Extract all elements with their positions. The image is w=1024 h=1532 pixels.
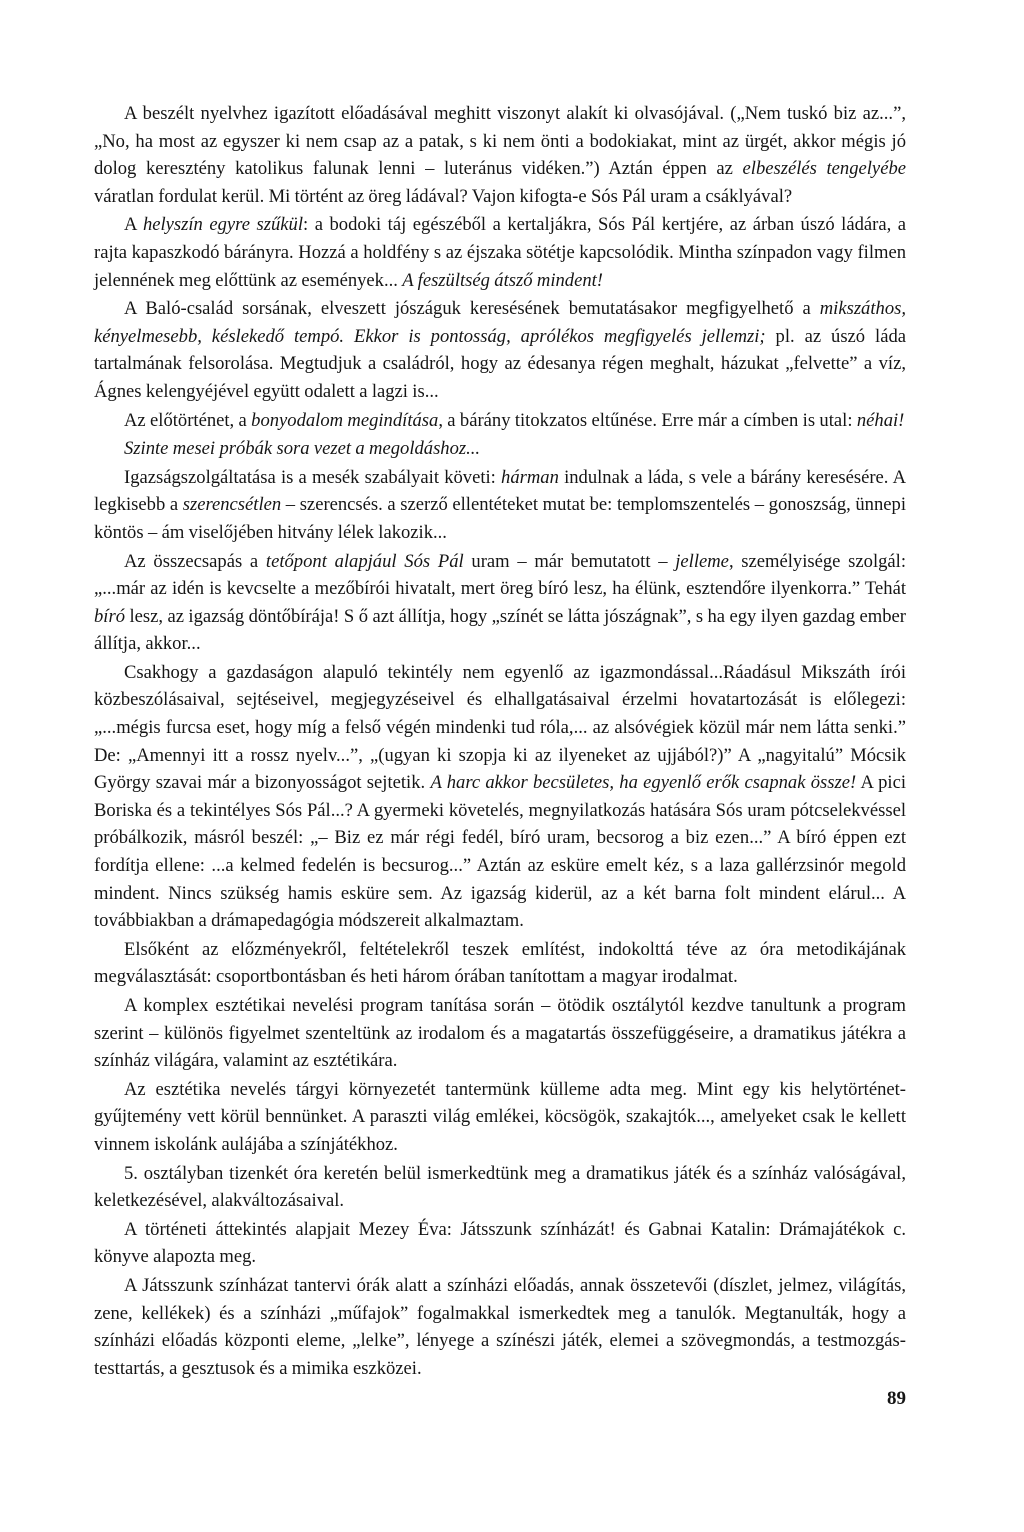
paragraph — [94, 936, 906, 991]
italic-text: szerencsétlen — [182, 494, 282, 516]
body-text — [94, 100, 906, 1382]
italic-text: hárman — [501, 466, 559, 488]
paragraph — [94, 992, 906, 1075]
text-run: : a bodoki táj egészéből a kertaljákra, Sós Pál kertjére, az árban úszó ládára, a rajta kapaszkodó bárányra. Hozzá a holdfény s az éjszaka sötétje kapcsolódik. Mintha színpadon vagy filmen jelennének meg előttünk az események... — [94, 214, 907, 291]
text-run: , a bárány titokzatos eltűnése. Erre már a címben is utal: — [438, 409, 857, 431]
paragraph — [94, 100, 906, 210]
text-run: A Baló-család sorsának, elveszett jószáguk keresésének bemutatásakor megfigyelhető a — [124, 298, 820, 320]
paragraph — [94, 1076, 906, 1159]
text-run: Az összecsapás a — [124, 550, 266, 572]
text-run: uram – már bemutatott – — [463, 550, 676, 572]
paragraph — [94, 1272, 906, 1382]
text-run: A komplex esztétikai nevelési program tanítása során – ötödik osztálytól kezdve tanultunk a program szerint – különös figyelmet szenteltünk az irodalom és a magatartás összefüggéseire, a dramatikus játékra a színház világára, valamint az esztétikára. — [94, 995, 906, 1072]
text-run: lesz, az igazság döntőbírája! S ő azt állítja, hogy „színét se látta jószágnak”, s ha egy ilyen gazdag ember állítja, akkor... — [94, 605, 906, 655]
text-run: indulnak a láda, s vele a bárány keresésére. A legkisebb a — [94, 466, 907, 516]
italic-text: mikszáthos, kényelmesebb, késlekedő tempó. Ekkor is pontosság, aprólékos megfigyelés jellemzi; — [94, 298, 906, 347]
paragraph — [94, 464, 906, 547]
italic-text: A harc akkor becsületes, ha egyenlő erők csapnak össze! — [430, 772, 857, 794]
italic-text: jelleme — [675, 550, 729, 572]
italic-text: bíró — [94, 605, 125, 627]
text-run: pl. az úszó láda tartalmának felsorolása. Megtudjuk a családról, hogy az édesanya régen meghalt, házukat „felvette” a víz, Ágnes kelengyéjével együtt odalett a lagzi is... — [94, 325, 906, 402]
paragraph — [94, 407, 906, 435]
text-run: A történeti áttekintés alapjait Mezey Éva: Játsszunk színházát! és Gabnai Katalin: Drámajátékok c. könyve alapozta meg. — [94, 1218, 906, 1268]
text-run: 5. osztályban tizenkét óra keretén belül ismerkedtünk meg a dramatikus játék és a színház valóságával, keletkezésével, alakváltozásaival. — [94, 1162, 906, 1212]
paragraph — [94, 295, 906, 405]
text-run: Az esztétika nevelés tárgyi környezetét tantermünk külleme adta meg. Mint egy kis helytörténet-gyűjtemény vett körül bennünket. A paraszti világ emlékei, köcsögök, szakajtók..., amelyeket csak le kellett vinnem iskolánk aulájába a színjátékhoz. — [94, 1078, 906, 1155]
paragraph — [94, 1160, 906, 1215]
paragraph — [94, 211, 906, 294]
text-run: , személyisége szolgál: „...már az idén is kevcselte a mezőbírói hivatalt, mert öreg bíró lesz, ha élünk, esztendőre ilyenkorra.” Tehát — [94, 550, 906, 600]
text-run: váratlan fordulat kerül. Mi történt az öreg ládával? Vajon kifogta-e Sós Pál uram a csáklyával? — [94, 185, 793, 207]
text-run: Elsőként az előzményekről, feltételekről teszek említést, indokolttá téve az óra metodikájának megválasztását: csoportbontásban és heti három órában tanítottam a magyar irodalmat. — [94, 938, 906, 988]
italic-text: elbeszélés tengelyébe — [742, 158, 906, 180]
paragraph — [94, 435, 906, 463]
text-run: A pici Boriska és a tekintélyes Sós Pál...? A gyermeki követelés, megnyilatkozás hatására Sós uram pótcselekvéssel próbálkozik, másról beszél: „– Biz ez már régi fedél, bíró uram, becsorog a biz ezen...” A bíró éppen ezt fordítja ellene: ...a kelmed fedelén is becsurog...” Aztán az esküre emelt kéz, s a laza gallérzsinór megold mindent. Nincs szükség hamis esküre sem. Az igazság kiderül, az a két barna folt mindent elárul... A továbbiakban a drámapedagógia módszereit alkalmaztam. — [94, 772, 906, 932]
text-run: Az előtörténet, a — [124, 409, 252, 431]
paragraph — [94, 548, 906, 658]
text-run: A — [124, 214, 143, 236]
italic-text: bonyodalom megindítása — [251, 409, 439, 431]
italic-text: A feszültség átsző mindent! — [402, 269, 603, 291]
italic-text: néhai! — [856, 409, 905, 431]
italic-text: helyszín egyre szűkül — [142, 214, 303, 236]
paragraph — [94, 1216, 906, 1271]
page-number: 89 — [887, 1388, 906, 1409]
italic-text: Szinte mesei próbák sora vezet a megoldáshoz... — [124, 438, 481, 460]
text-run: Igazságszolgáltatása is a mesék szabályait követi: — [124, 466, 502, 488]
text-run: – szerencsés. a szerző ellentéteket mutat be: templomszentelés – gonoszság, ünnepi köntös – ám viselőjében hitvány lélek lakozik... — [94, 494, 906, 543]
text-run: A beszélt nyelvhez igazított előadásával meghitt viszonyt alakít ki olvasójával. („Nem tuskó biz az...”, „No, ha most az egyszer ki nem csap az a patak, s ki nem önti a bodokiakat, mint az ürgét, akkor mégis jó dolog keresztény katolikus falunak lenni – luteránus vidéken.”) Aztán éppen az — [94, 103, 906, 180]
italic-text: tetőpont alapjául Sós Pál — [265, 550, 464, 572]
text-run: A Játsszunk színházat tantervi órák alatt a színházi előadás, annak összetevői (díszlet, jelmez, világítás, zene, kellékek) és a színházi „műfajok” fogalmakkal ismerkedtek meg a tanulók. Megtanulták, hogy a színházi előadás központi eleme, „lelke”, lényege a színészi játék, elemei a szövegmondás, a testmozgás-testtartás, a gesztusok és a mimika eszközei. — [94, 1274, 906, 1379]
paragraph — [94, 659, 906, 935]
text-run: Csakhogy a gazdaságon alapuló tekintély nem egyenlő az igazmondással...Ráadásul Mikszáth írói közbeszólásaival, sejtéseivel, megjegyzéseivel és elhallgatásaival érzelmi hovatartozását is előlegezi: „...mégis furcsa eset, hogy míg a felső végén mindenki tud róla,... az alsóvégiek közül már nem látta senki.” De: „Amennyi itt a rossz nyelv...”, „(ugyan ki szopja ki az ilyeneket az ujjából?)” A „nagyitalú” Mócsik György szavai már a bizonyosságot sejtetik. — [94, 661, 906, 794]
